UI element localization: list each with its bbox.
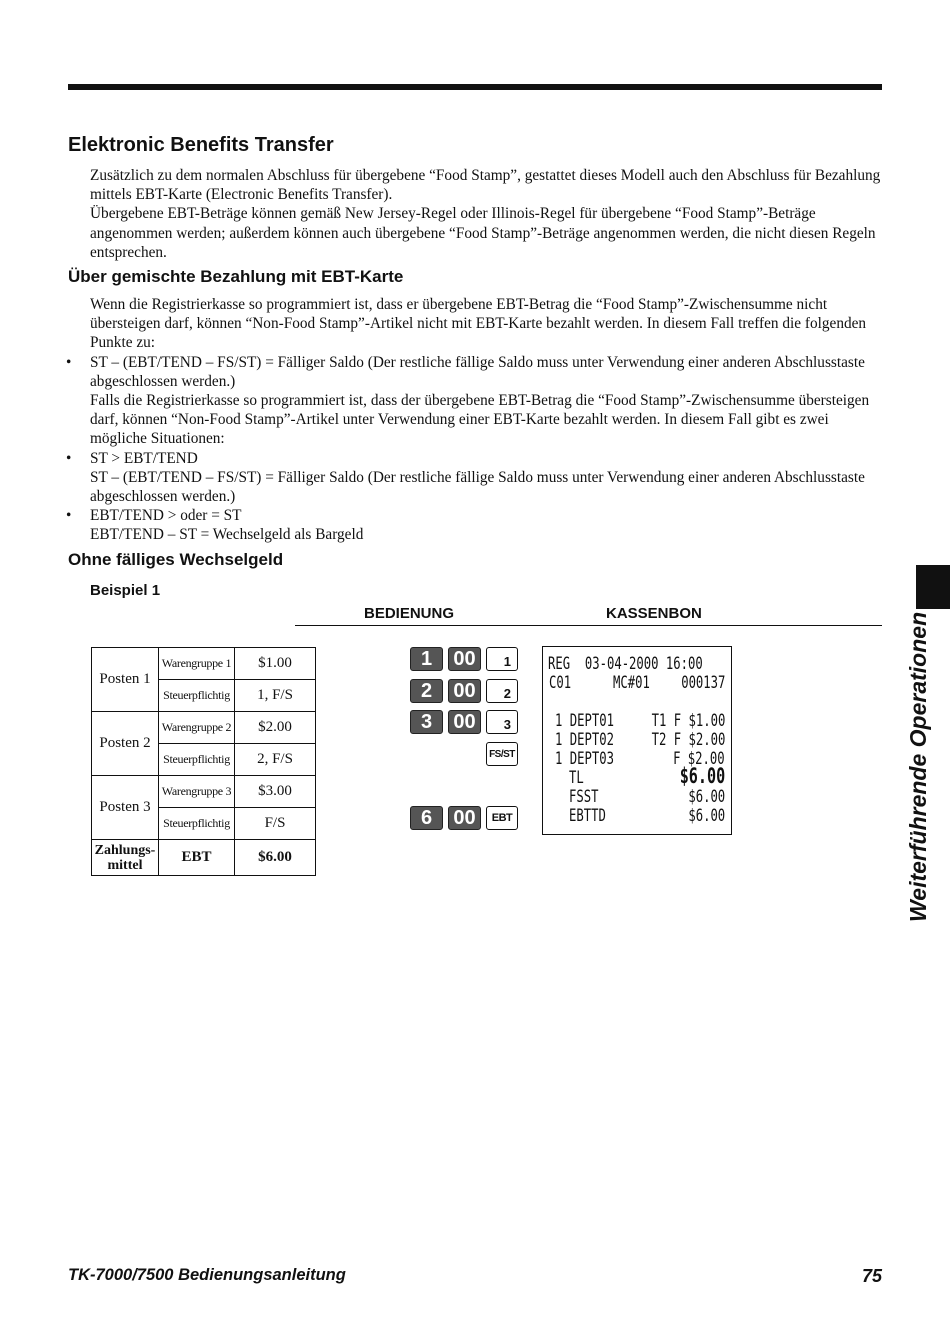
footer-title: TK-7000/7500 Bedienungsanleitung (68, 1266, 346, 1284)
payment-label-line-1: Zahlungs- (94, 842, 156, 858)
bullet-dot: • (66, 353, 72, 371)
section1-paragraph-1: Zusätzlich zu dem normalen Abschluss für übergebene “Food Stamp”, gestattet dieses Modell auch den Abschluss für Bezahlung mittels EBT-Karte (Electronic Benefits Transfer). (90, 167, 881, 204)
price-value: $3.00 (235, 776, 316, 808)
key-double-zero[interactable]: 00 (448, 679, 481, 703)
key-double-zero[interactable]: 00 (448, 647, 481, 671)
bullet-text: EBT/TEND – ST = Wechselgeld als Bargeld (90, 526, 364, 544)
dept-label: Warengruppe 1 (159, 648, 235, 680)
table-row (92, 712, 316, 744)
side-tab-marker (916, 565, 950, 609)
receipt-clerk: C01 (549, 673, 572, 693)
price-value: $1.00 (235, 648, 316, 680)
bullet-dot: • (66, 507, 72, 525)
column-heading-receipt: KASSENBON (606, 605, 702, 622)
bullet-item-1 (66, 353, 882, 391)
payment-label (92, 840, 159, 876)
section-title-no-change: Ohne fälliges Wechselgeld (68, 550, 284, 569)
receipt-item-amount: F $2.00 (673, 749, 725, 769)
receipt-item-line: 1 DEPT02 (555, 730, 614, 750)
dept-label: Warengruppe 3 (159, 776, 235, 808)
item-name: Posten 3 (92, 776, 159, 840)
key-ebt[interactable]: EBT (486, 806, 518, 830)
tax-value: F/S (235, 808, 316, 840)
bullet-item-2 (66, 449, 882, 507)
receipt-fsst-label: FSST (569, 787, 599, 807)
tax-value: 2, F/S (235, 744, 316, 776)
section2-middle: Falls die Registrierkasse so programmiert ist, dass der übergebene EBT-Betrag die “Food Stamp”-Zwischensumme übersteigen darf, können “Non-Food Stamp”-Artikel unter Verwendung einer EBT-Karte bezahlt werden. In diesem Fall gibt es zwei mögliche Situationen: (90, 392, 870, 448)
key-department[interactable]: 3 (486, 710, 518, 734)
item-name: Posten 2 (92, 712, 159, 776)
section1-body (90, 166, 882, 262)
payment-method: EBT (159, 840, 235, 876)
section2-body (66, 295, 882, 545)
example-title: Beispiel 1 (90, 582, 161, 599)
receipt-total-value: $6.00 (679, 764, 725, 788)
receipt-ebt-value: $6.00 (688, 806, 725, 826)
item-table (91, 647, 316, 876)
table-row (92, 648, 316, 680)
bullet-heading: ST > EBT/TEND (90, 449, 198, 467)
section2-intro: Wenn die Registrierkasse so programmiert ist, dass er übergebene EBT-Betrag die “Food Stamp”-Zwischensumme nicht übersteigen darf, können “Non-Food Stamp”-Artikel nicht mit EBT-Karte bezahlt werden. In diesem Fall treffen die folgenden Punkte zu: (90, 296, 867, 352)
receipt-total-label: TL (569, 768, 584, 788)
key-digit[interactable]: 1 (410, 647, 443, 671)
key-double-zero[interactable]: 00 (448, 806, 481, 830)
receipt-item-amount: T2 F $2.00 (651, 730, 725, 750)
item-name: Posten 1 (92, 648, 159, 712)
bullet-heading: EBT/TEND > oder = ST (90, 507, 242, 525)
tax-label: Steuerpflichtig (159, 744, 235, 776)
tax-value: 1, F/S (235, 680, 316, 712)
heading-rule (295, 625, 882, 626)
top-rule (68, 84, 882, 90)
key-fs-subtotal[interactable]: FS/ST (486, 742, 518, 766)
column-heading-operation: BEDIENUNG (364, 605, 455, 622)
key-department[interactable]: 2 (486, 679, 518, 703)
receipt-ebt-label: EBTTD (569, 806, 606, 826)
key-digit[interactable]: 3 (410, 710, 443, 734)
tax-label: Steuerpflichtig (159, 808, 235, 840)
receipt-machine: MC#01 (613, 673, 650, 693)
key-double-zero[interactable]: 00 (448, 710, 481, 734)
receipt-item-line: 1 DEPT01 (555, 711, 614, 731)
tax-label: Steuerpflichtig (159, 680, 235, 712)
bullet-item-3 (66, 506, 882, 544)
bullet-dot: • (66, 449, 72, 467)
receipt-header-line: REG 03-04-2000 16:00 (548, 654, 703, 674)
side-chapter-label (903, 611, 943, 924)
side-chapter-text: Weiterführende Operationen (905, 611, 931, 922)
receipt-fsst-value: $6.00 (688, 787, 725, 807)
receipt-item-amount: T1 F $1.00 (651, 711, 725, 731)
bullet-text: ST – (EBT/TEND – FS/ST) = Fälliger Saldo (Der restliche fällige Saldo muss unter Verwendung einer anderen Abschlusstaste abgeschlossen werden.) (90, 353, 865, 390)
dept-label: Warengruppe 2 (159, 712, 235, 744)
section-title-ebt: Elektronic Benefits Transfer (68, 134, 334, 156)
section-title-mixed-payment: Über gemischte Bezahlung mit EBT-Karte (68, 267, 404, 286)
payment-row (92, 840, 316, 876)
receipt-number: 000137 (680, 673, 725, 693)
receipt (542, 646, 732, 835)
table-row (92, 776, 316, 808)
key-digit[interactable]: 2 (410, 679, 443, 703)
payment-amount: $6.00 (235, 840, 316, 876)
receipt-item-line: 1 DEPT03 (555, 749, 614, 769)
section1-paragraph-2: Übergebene EBT-Beträge können gemäß New Jersey-Regel oder Illinois-Regel für übergebene “Food Stamp”-Beträge angenommen werden; außerdem können auch übergebene “Food Stamp”-Beträge angenommen werden, die nicht diesen Regeln entsprechen. (90, 205, 876, 261)
page-number: 75 (861, 1266, 882, 1286)
payment-label-line-2: mittel (107, 857, 143, 873)
bullet-text: ST – (EBT/TEND – FS/ST) = Fälliger Saldo (Der restliche fällige Saldo muss unter Verwendung einer anderen Abschlusstaste abgeschlossen werden.) (90, 468, 865, 506)
key-department[interactable]: 1 (486, 647, 518, 671)
key-digit[interactable]: 6 (410, 806, 443, 830)
price-value: $2.00 (235, 712, 316, 744)
